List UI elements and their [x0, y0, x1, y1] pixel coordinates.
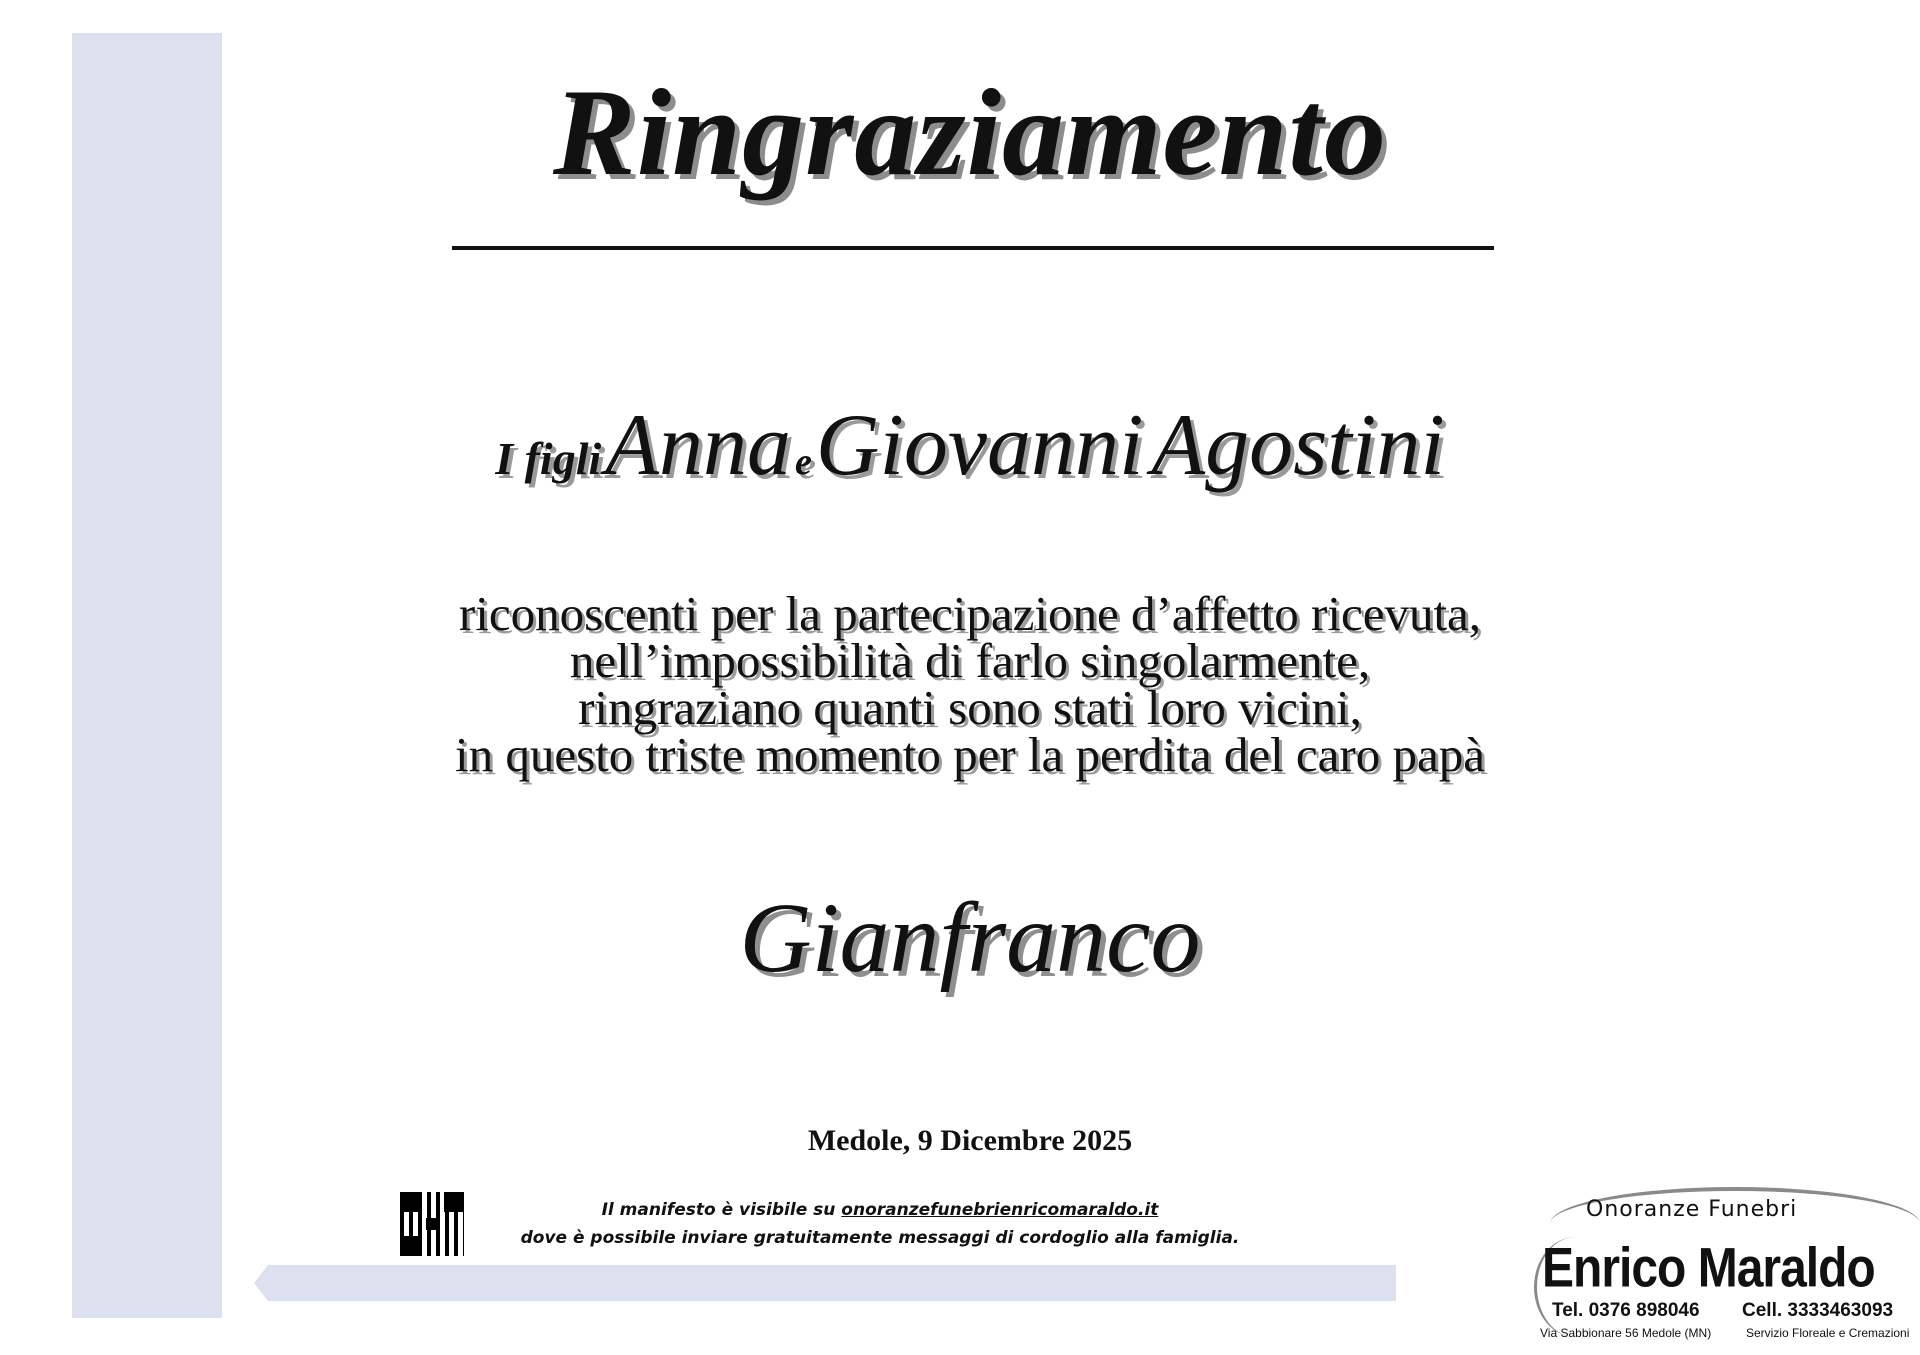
body-line: nell’impossibilità di farlo singolarmente, — [569, 633, 1371, 688]
deceased-name: Gianfranco — [739, 882, 1201, 993]
title-divider — [452, 246, 1494, 250]
website-link[interactable]: onoranzefunebrienricomaraldo.it — [841, 1200, 1159, 1220]
website-notice — [480, 1196, 1280, 1252]
thanks-body — [0, 586, 1920, 782]
family-names — [0, 395, 1920, 496]
brand-mobile: Cell. 3333463093 — [1742, 1300, 1894, 1321]
body-line: riconoscenti per la partecipazione d’affetto ricevuta, — [458, 586, 1482, 641]
brand-address: Via Sabbionare 56 Medole (MN) — [1540, 1326, 1712, 1340]
decorative-band-notch — [254, 1265, 268, 1301]
qr-code-icon[interactable] — [398, 1190, 466, 1258]
brand-services: Servizio Floreale e Cremazioni — [1746, 1326, 1910, 1340]
surname: Agostini — [1151, 397, 1445, 494]
conjunction: e — [795, 441, 812, 483]
brand-name: Enrico Maraldo — [1542, 1238, 1875, 1300]
body-line: in questo triste momento per la perdita del caro papà — [454, 727, 1485, 782]
brand-subtitle: Onoranze Funebri — [1586, 1197, 1798, 1222]
notice-line2: dove è possibile inviare gratuitamente messaggi di cordoglio alla famiglia. — [520, 1228, 1240, 1248]
body-line: ringraziano quanti sono stati loro vicini, — [578, 680, 1362, 735]
funeral-home-logo — [1530, 1185, 1910, 1345]
family-prefix: I figli — [495, 433, 602, 484]
first-name-2: Giovanni — [815, 397, 1144, 494]
place-date: Medole, 9 Dicembre 2025 — [807, 1124, 1133, 1157]
first-name-1: Anna — [605, 397, 792, 494]
notice-line1-prefix: Il manifesto è visibile su — [601, 1200, 842, 1220]
decorative-band-bottom — [254, 1265, 1396, 1301]
brand-phone: Tel. 0376 898046 — [1552, 1300, 1700, 1321]
notice-title: Ringraziamento — [553, 64, 1387, 201]
